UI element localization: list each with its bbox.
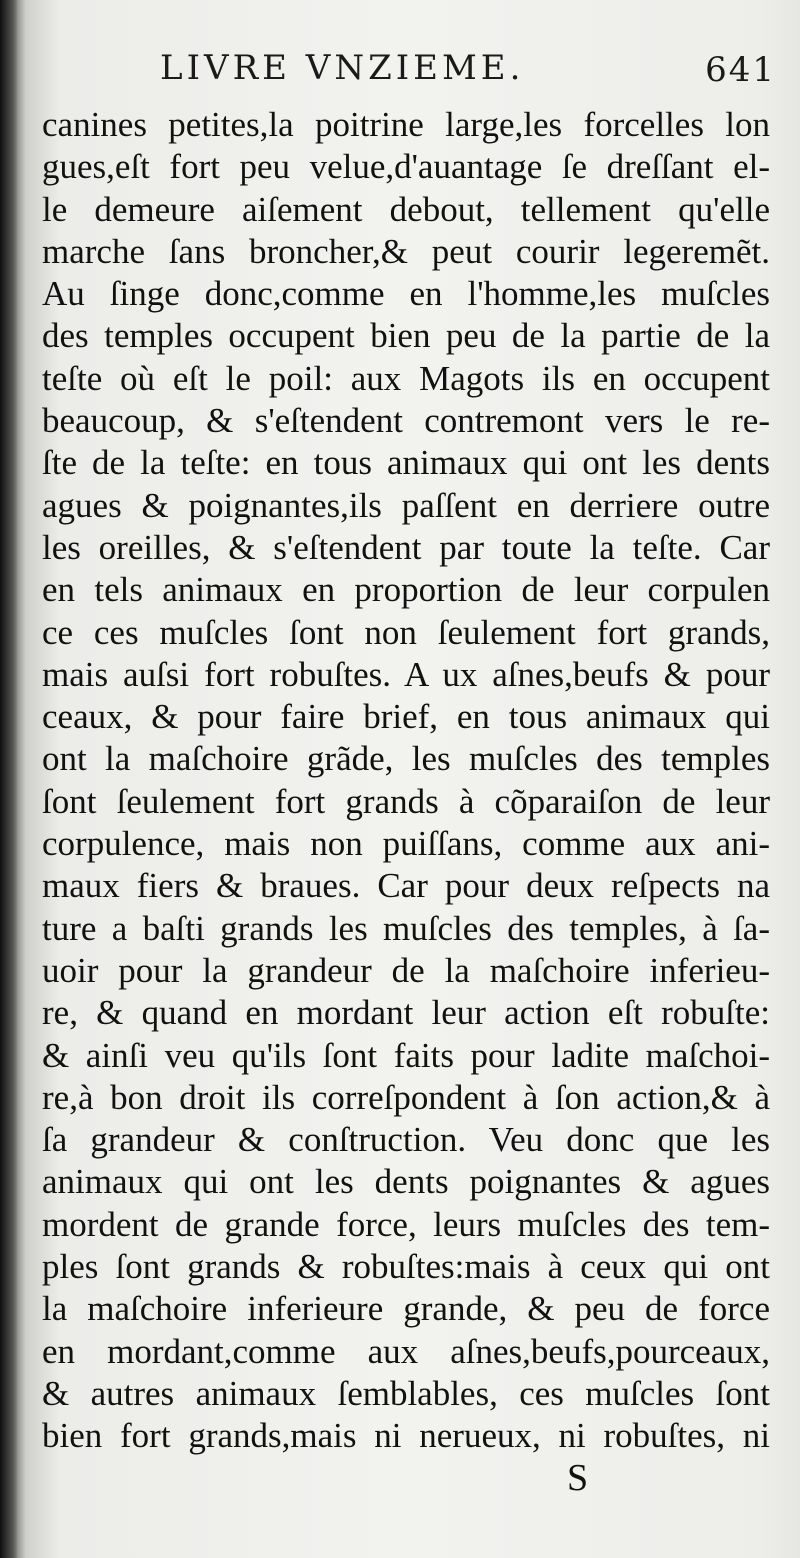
- text-line: marche ſans broncher,& peut courir legeremẽt.: [42, 231, 770, 271]
- text-line: ſont ſeulement fort grands à cõparaiſon de leur: [42, 781, 770, 821]
- text-line: canines petites,la poitrine large,les forcelles lon: [42, 105, 770, 144]
- text-line: en mordant,comme aux aſnes,beufs,pourceaux,: [42, 1331, 770, 1371]
- text-line: agues & poignantes,ils paſſent en derriere outre: [42, 485, 770, 525]
- signature-mark: S: [567, 1457, 589, 1499]
- running-head: LIVRE VNZIEME.: [160, 48, 525, 88]
- text-line: re,à bon droit ils correſpondent à ſon action,& à: [42, 1077, 770, 1117]
- text-line: & ainſi veu qu'ils ſont faits pour ladite maſchoi-: [42, 1035, 770, 1075]
- page-number: 641: [705, 50, 776, 90]
- text-line: ture a baſti grands les muſcles des temples, à ſa-: [42, 908, 770, 948]
- text-line: le demeure aiſement debout, tellement qu'elle: [42, 189, 770, 229]
- text-line: bien fort grands,mais ni nerueux, ni robuſtes, ni: [42, 1416, 770, 1456]
- text-line: la maſchoire inferieure grande, & peu de force: [42, 1289, 770, 1329]
- binding-shadow: [0, 0, 18, 1558]
- text-line: ont la maſchoire grãde, les muſcles des temples: [42, 739, 770, 779]
- text-line: mordent de grande force, leurs muſcles des tem-: [42, 1204, 770, 1244]
- text-line: animaux qui ont les dents poignantes & agues: [42, 1162, 770, 1202]
- text-line: ſte de la teſte: en tous animaux qui ont les dents: [42, 443, 770, 483]
- text-line: les oreilles, & s'eſtendent par toute la teſte. Car: [42, 527, 770, 567]
- text-line: beaucoup, & s'eſtendent contremont vers le re-: [42, 401, 770, 441]
- text-line: Au ſinge donc,comme en l'homme,les muſcles: [42, 274, 770, 314]
- body-text: [42, 104, 770, 1458]
- text-line: uoir pour la grandeur de la maſchoire inferieu-: [42, 950, 770, 990]
- text-line: ce ces muſcles ſont non ſeulement fort grands,: [42, 612, 770, 652]
- text-line: maux fiers & braues. Car pour deux reſpects na: [42, 866, 770, 906]
- text-line: ſa grandeur & conſtruction. Veu donc que les: [42, 1120, 770, 1160]
- text-line: re, & quand en mordant leur action eſt robuſte:: [42, 993, 770, 1033]
- text-line: teſte où eſt le poil: aux Magots ils en occupent: [42, 358, 770, 398]
- text-line: en tels animaux en proportion de leur corpulen: [42, 570, 770, 610]
- text-line: gues,eſt fort peu velue,d'auantage ſe dreſſant el-: [42, 147, 770, 187]
- text-line: des temples occupent bien peu de la partie de la: [42, 316, 770, 356]
- text-line: ceaux, & pour faire brief, en tous animaux qui: [42, 697, 770, 737]
- page-header: [0, 48, 800, 104]
- text-line: mais auſsi fort robuſtes. A ux aſnes,beufs & pour: [42, 654, 770, 694]
- text-line: ples ſont grands & robuſtes:mais à ceux qui ont: [42, 1247, 770, 1287]
- text-line: & autres animaux ſemblables, ces muſcles ſont: [42, 1373, 770, 1413]
- text-line: corpulence, mais non puiſſans, comme aux ani-: [42, 824, 770, 864]
